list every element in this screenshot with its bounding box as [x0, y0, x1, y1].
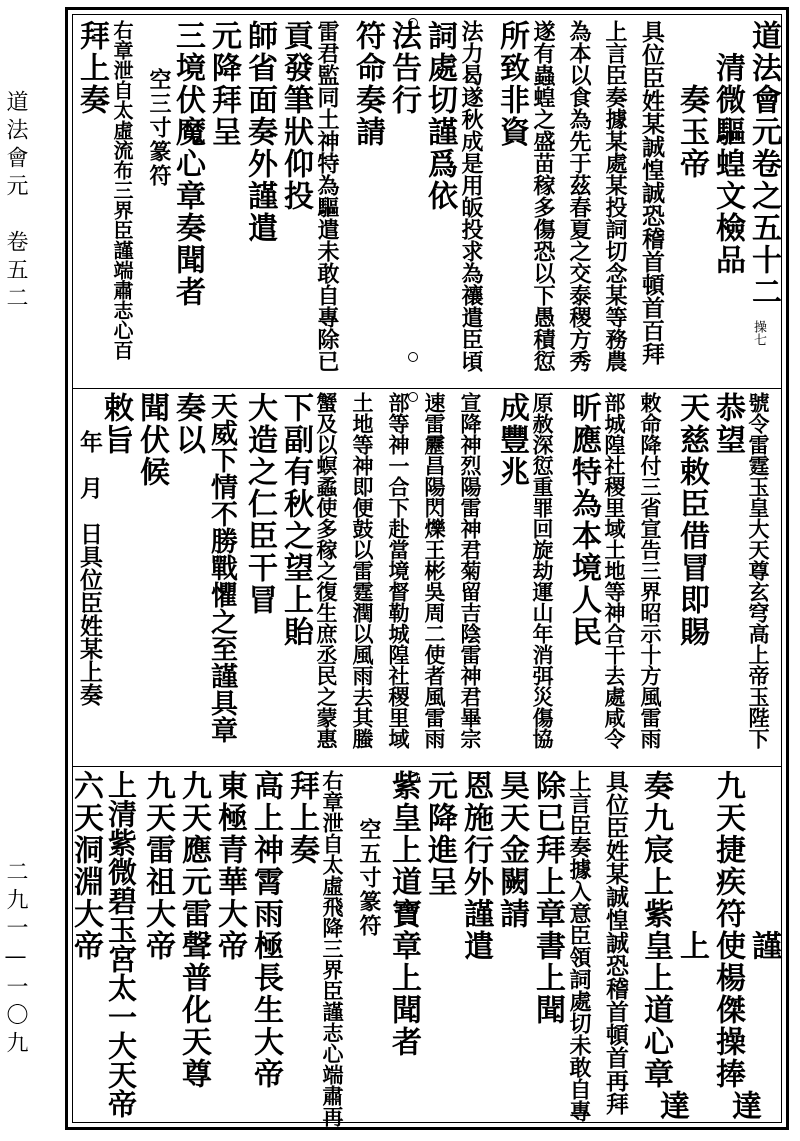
- column: 道法會元卷之五十二: [746, 20, 781, 308]
- column: 法告行: [386, 20, 421, 116]
- column: 高上神霄雨極長生大帝: [248, 770, 283, 1090]
- column: 奏以: [170, 392, 205, 456]
- divider-bottom: [73, 766, 781, 767]
- column: 上清紫微碧玉宮太一大天帝: [104, 770, 138, 1118]
- column: 原赦深愆重罪回旋劫運山年消弭災傷協: [530, 392, 555, 749]
- column: 元降拜呈: [206, 20, 241, 148]
- column: 大造之仁臣干冒: [242, 392, 277, 616]
- column: 為本以食為先于茲春夏之交泰稷方秀: [566, 20, 592, 372]
- column: 具位臣姓某誠惶誠恐稽首頓首百拜: [638, 20, 665, 365]
- note-label: 操七: [751, 320, 766, 346]
- column: 清微驅蝗文檢品: [710, 20, 745, 276]
- column: 所致非資: [494, 20, 529, 148]
- column: 上: [674, 930, 709, 962]
- column: 雷君監同土神特為驅遣未敢自專除已: [314, 20, 340, 372]
- column: 空五寸篆符: [356, 770, 382, 938]
- divider-top: [73, 388, 781, 389]
- column: 上言臣奏據某處某投詞切念某等務農: [602, 20, 628, 372]
- column: 遂有蟲蝗之盛苗稼多傷恐以下愚積愆: [530, 20, 556, 372]
- column: 部等神一合下赴當境督勒城隍社稷里域: [386, 392, 411, 749]
- column: 下副有秋之望上貽: [278, 392, 313, 648]
- column: 成豐兆: [494, 392, 529, 488]
- column: 東極青華大帝: [212, 770, 247, 962]
- column: 聞伏候: [134, 392, 169, 488]
- column: 拜上奏: [74, 20, 109, 116]
- column: 九天應元雷聲普化天尊: [176, 770, 211, 1090]
- margin-page-number: 二九一—一〇九: [3, 860, 28, 1059]
- column: 拜上奏: [284, 770, 319, 866]
- column: 右章泄自太虛飛降三界臣謹志心端肅再: [320, 770, 345, 1127]
- column: 元降進呈: [422, 770, 457, 898]
- column: 右章泄自太虛流布三界臣謹端肅志心百: [110, 20, 134, 360]
- column: 年 月 日具位臣姓某上奏: [76, 430, 103, 706]
- column: 師省面奏外謹遣: [242, 20, 277, 244]
- column: 謹: [746, 930, 781, 962]
- column: 三境伏魔心章奏聞者: [170, 20, 205, 308]
- column: 天威下情不勝戰懼之至謹具章: [206, 392, 237, 743]
- circle-mark: [408, 352, 418, 362]
- column: 除已拜上章書上聞: [530, 770, 565, 1026]
- column: 詞處切謹爲依: [422, 20, 457, 212]
- column: 九天雷祖大帝: [140, 770, 175, 962]
- column: 奏玉帝: [674, 20, 709, 180]
- column: 上言臣奏據入意臣領詞處切未敢自專: [566, 770, 592, 1122]
- column: 奏九宸上紫皇上道心章: [638, 770, 673, 1090]
- column: 昕應特為本境人民: [566, 392, 601, 648]
- margin-book-title: 道法會元 卷五二: [3, 90, 28, 314]
- column: 速雷靂昌陽閃爍王彬吳周二使者風雷雨: [422, 392, 447, 749]
- column: 部城隍社稷里域土地等神合干去處咸令: [602, 392, 627, 749]
- column: 具位臣姓某誠惶誠恐稽首頓首再拜: [602, 770, 629, 1115]
- column: 敕旨: [98, 392, 133, 456]
- column: 蟹及以螟蟊使多稼之復生庶丞民之蒙惠: [314, 392, 339, 749]
- column: 號令雷霆玉皇大天尊玄穹高上帝玉陛下: [746, 392, 771, 749]
- column: 天慈敕臣借冒即賜: [674, 392, 709, 648]
- column: 敕命降付三省宣告三界昭示十方風雷雨: [638, 392, 663, 749]
- side-mark: 達: [726, 1090, 761, 1122]
- column: 六天洞淵大帝: [68, 770, 103, 962]
- column: 土地等神即便鼓以雷霆潤以風雨去其螣: [350, 392, 375, 749]
- side-mark: 達: [654, 1090, 689, 1122]
- column: 法力曷遂秋成是用皈投求為禳遣臣頃: [458, 20, 484, 372]
- column: 九天捷疾符使楊傑操捧: [710, 770, 745, 1090]
- column: 紫皇上道寶章上聞者: [386, 770, 421, 1058]
- column: 符命奏請: [350, 20, 385, 148]
- column: 空三寸篆符: [146, 20, 172, 188]
- column: 恩施行外謹遣: [458, 770, 493, 962]
- column: 貢發筆狀仰投: [278, 20, 313, 212]
- column: 恭望: [710, 392, 745, 456]
- column: 昊天金闕請: [494, 770, 529, 930]
- column: 宣降神烈陽雷神君菊留吉陰雷神君畢宗: [458, 392, 483, 749]
